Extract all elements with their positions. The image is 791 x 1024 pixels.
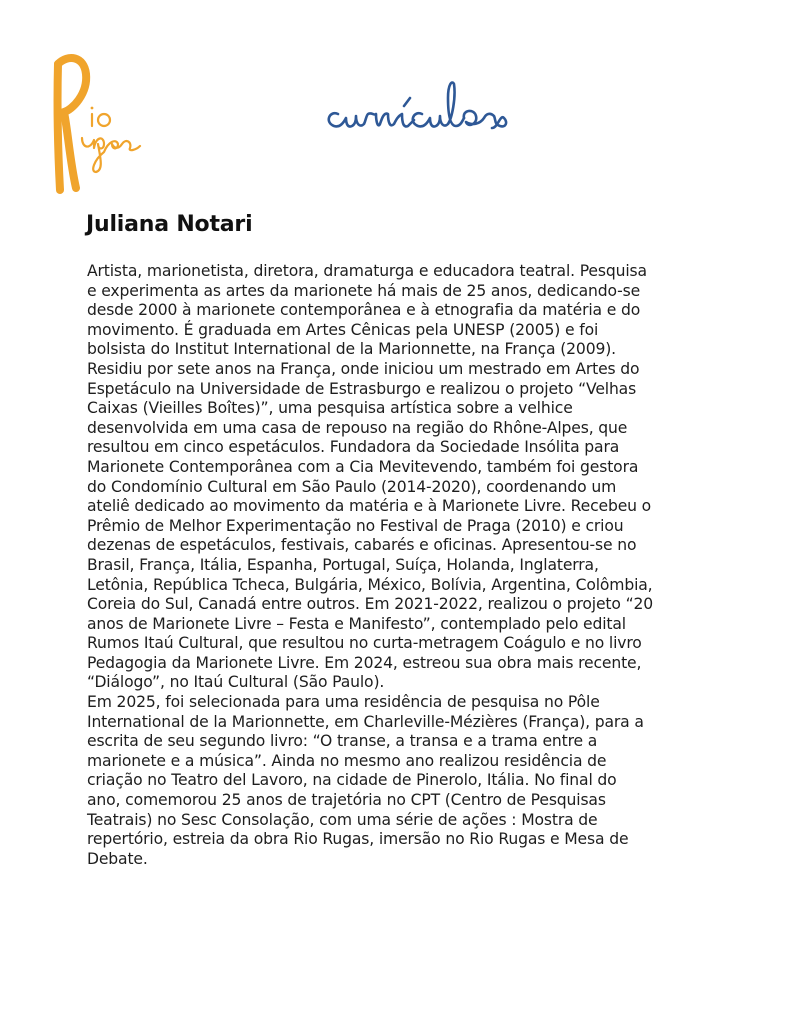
curriculos-script-title (322, 78, 552, 138)
bio-line: desde 2000 à marionete contemporânea e à etnografia da matéria e do (87, 301, 641, 320)
bio-line: Rumos Itaú Cultural, que resultou no curta-metragem Coágulo e no livro (87, 634, 642, 653)
bio-line: Coreia do Sul, Canadá entre outros. Em 2021-2022, realizou o projeto “20 (87, 595, 654, 614)
bio-line: dezenas de espetáculos, festivais, cabarés e oficinas. Apresentou-se no (87, 536, 637, 555)
bio-text (87, 262, 747, 869)
bio-line: Teatrais) no Sesc Consolação, com uma série de ações : Mostra de (87, 810, 598, 829)
bio-line: Letônia, República Tcheca, Bulgária, México, Bolívia, Argentina, Colômbia, (87, 575, 653, 594)
person-name: Juliana Notari (86, 212, 253, 237)
bio-line: marionete e a música”. Ainda no mesmo ano realizou residência de (87, 751, 607, 770)
bio-line: bolsista do Institut International de la Marionnette, na França (2009). (87, 340, 616, 359)
bio-line: anos de Marionete Livre – Festa e Manifesto”, contemplado pelo edital (87, 614, 626, 633)
bio-line: Residiu por sete anos na França, onde iniciou um mestrado em Artes do (87, 359, 640, 378)
bio-line: desenvolvida em uma casa de repouso na região do Rhône-Alpes, que (87, 418, 628, 437)
bio-line: ano, comemorou 25 anos de trajetória no CPT (Centro de Pesquisas (87, 791, 606, 810)
bio-line: Marionete Contemporânea com a Cia Mevitevendo, também foi gestora (87, 457, 639, 476)
bio-line: movimento. É graduada em Artes Cênicas pela UNESP (2005) e foi (87, 320, 599, 339)
bio-line: ateliê dedicado ao movimento da matéria e à Marionete Livre. Recebeu o (87, 497, 652, 516)
rio-rugas-logo-mark (46, 52, 166, 197)
bio-line: resultou em cinco espetáculos. Fundadora da Sociedade Insólita para (87, 438, 620, 457)
bio-line: e experimenta as artes da marionete há mais de 25 anos, dedicando-se (87, 281, 641, 300)
bio-line: Em 2025, foi selecionada para uma residência de pesquisa no Pôle (87, 693, 600, 712)
bio-line: Espetáculo na Universidade de Estrasburgo e realizou o projeto “Velhas (87, 379, 637, 398)
bio-line: Artista, marionetista, diretora, dramaturga e educadora teatral. Pesquisa (87, 262, 647, 280)
bio-line: Prêmio de Melhor Experimentação no Festival de Praga (2010) e criou (87, 516, 624, 535)
bio-line: escrita de seu segundo livro: “O transe, a transa e a trama entre a (87, 732, 598, 751)
bio-line: Pedagogia da Marionete Livre. Em 2024, estreou sua obra mais recente, (87, 653, 642, 672)
bio-line: Brasil, França, Itália, Espanha, Portugal, Suíça, Holanda, Inglaterra, (87, 555, 599, 574)
bio-line: Debate. (87, 849, 148, 868)
bio-line: criação no Teatro del Lavoro, na cidade de Pinerolo, Itália. No final do (87, 771, 617, 790)
bio-line: do Condomínio Cultural em São Paulo (2014-2020), coordenando um (87, 477, 617, 496)
bio-line: “Diálogo”, no Itaú Cultural (São Paulo). (87, 673, 385, 692)
bio-line: International de la Marionnette, em Charleville-Mézières (França), para a (87, 712, 644, 731)
rio-rugas-logo (46, 52, 166, 197)
bio-line: repertório, estreia da obra Rio Rugas, imersão no Rio Rugas e Mesa de (87, 830, 629, 849)
bio-line: Caixas (Vieilles Boîtes)”, uma pesquisa artística sobre a velhice (87, 399, 573, 418)
page-title (322, 78, 552, 138)
